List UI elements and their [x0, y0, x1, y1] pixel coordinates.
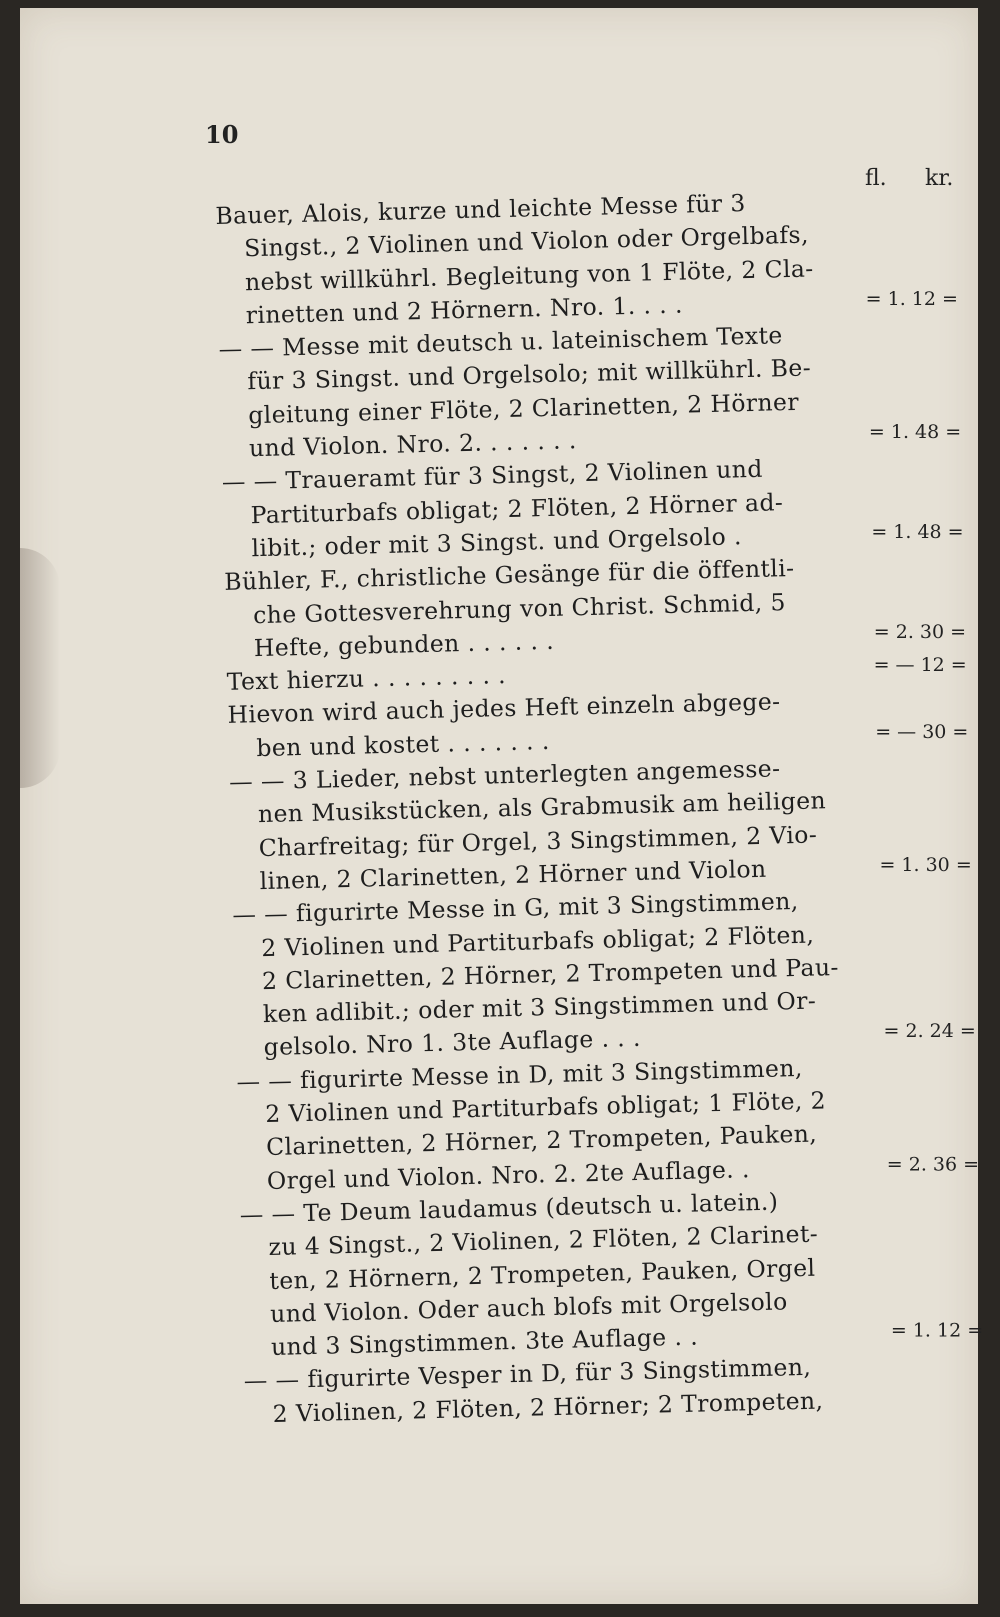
entry-text-line: — — Messe mit deutsch u. lateinischem Texte — [218, 321, 783, 364]
catalog-entry — [215, 182, 968, 333]
entry-price: = 2. 36 = — [886, 1153, 979, 1176]
entry-price: = — 30 = — [875, 720, 969, 743]
entry-text-line: — — 3 Lieder, nebst unterlegten angemesse- — [228, 754, 781, 796]
book-page — [20, 8, 983, 1604]
entry-text-line: — — figurirte Messe in D, mit 3 Singstimmen, — [236, 1053, 804, 1096]
entry-text-line: Hievon wird auch jedes Heft einzeln abgege- — [227, 687, 781, 730]
entry-text-line: 2 Violinen und Partiturbafs obligat; 2 Flöten, — [260, 920, 815, 962]
catalog-entry — [224, 548, 976, 666]
entry-text-line: gelsolo. Nro 1. 3te Auflage . . . — [263, 1024, 642, 1062]
entry-text-line: Singst., 2 Violinen und Violon oder Orgelbafs, — [243, 220, 810, 263]
entry-text-line: Bauer, Alois, kurze und leichte Messe für 3 — [215, 189, 747, 230]
entry-text-line: Charfreitag; für Orgel, 3 Singstimmen, 2 Vio- — [258, 820, 818, 862]
entry-text-line: rinetten und 2 Hörnern. Nro. 1. . . . — [245, 290, 684, 330]
entry-text-line: 2 Clarinetten, 2 Hörner, 2 Trompeten und Pau- — [261, 952, 840, 995]
page-edge-shadow — [20, 548, 60, 788]
column-header-kreuzer: kr. — [925, 166, 954, 191]
column-header-florin: fl. — [865, 166, 887, 191]
entry-text-line: Partiturbafs obligat; 2 Flöten, 2 Hörner ad- — [250, 487, 784, 529]
entry-text-line: libit.; oder mit 3 Singst. und Orgelsolo . — [251, 522, 743, 563]
entry-text-line: 2 Violinen und Partiturbafs obligat; 1 Flöte, 2 — [265, 1086, 827, 1129]
entry-price: = 1. 12 = — [865, 287, 958, 310]
entry-price: = 2. 30 = — [873, 620, 966, 643]
entry-price: = 1. 48 = — [868, 421, 961, 444]
entry-text-line: Clarinetten, 2 Hörner, 2 Trompeten, Pauken, — [265, 1119, 818, 1162]
entry-text-line: zu 4 Singst., 2 Violinen, 2 Flöten, 2 Clarinet- — [268, 1219, 819, 1262]
entry-text-line: — — Te Deum laudamus (deutsch u. latein.) — [239, 1187, 779, 1229]
entry-text-line: ben und kostet . . . . . . . — [256, 726, 551, 762]
entry-text-line: gleitung einer Flöte, 2 Clarinetten, 2 Hörner — [247, 387, 800, 430]
catalog-entry — [236, 1047, 989, 1198]
catalog-entry — [222, 448, 974, 566]
entry-text-line: 2 Violinen, 2 Flöten, 2 Hörner; 2 Trompeten, — [272, 1386, 824, 1428]
catalog-entry — [229, 748, 982, 899]
entry-text-line: — — Traueramt für 3 Singst, 2 Violinen und — [221, 455, 764, 497]
entry-text-line: und 3 Singstimmen. 3te Auflage . . — [270, 1322, 699, 1362]
entry-price: = 1. 48 = — [871, 520, 964, 543]
catalog-entry — [232, 881, 986, 1066]
catalog-entry — [218, 315, 971, 466]
entry-price: = 2. 24 = — [883, 1020, 976, 1043]
entry-text-line: und Violon. Oder auch blofs mit Orgelsolo — [269, 1287, 788, 1328]
entry-text-line: — — figurirte Vesper in D, für 3 Singstimmen, — [243, 1353, 812, 1396]
entry-text-line: — — figurirte Messe in G, mit 3 Singstimmen, — [232, 887, 799, 930]
entry-text-line: Orgel und Violon. Nro. 2. 2te Auflage. . — [266, 1154, 751, 1195]
entry-text-line: Text hierzu . . . . . . . . . — [226, 661, 507, 697]
entry-price: = 1. 12 = — [890, 1319, 983, 1342]
page-number: 10 — [205, 120, 239, 149]
entry-price: = — 12 = — [873, 654, 967, 677]
entry-text-line: linen, 2 Clarinetten, 2 Hörner und Violon — [259, 854, 767, 896]
entry-text-line: che Gottesverehrung von Christ. Schmid, 5 — [252, 587, 787, 629]
entry-text-line: ten, 2 Hörnern, 2 Trompeten, Pauken, Orgel — [269, 1253, 816, 1295]
catalog-entries — [215, 182, 995, 1432]
entry-text-line: Hefte, gebunden . . . . . . — [253, 626, 555, 663]
entry-text-line: für 3 Singst. und Orgelsolo; mit willkührl. Be- — [247, 353, 812, 396]
entry-text-line: nen Musikstücken, als Grabmusik am heiligen — [257, 786, 827, 829]
entry-text-line: Bühler, F., christliche Gesänge für die öffentli- — [223, 554, 795, 597]
catalog-entry — [239, 1180, 993, 1365]
entry-text-line: und Violon. Nro. 2. . . . . . . — [248, 426, 578, 463]
entry-price: = 1. 30 = — [879, 853, 972, 876]
entry-text-line: nebst willkührl. Begleitung von 1 Flöte, 2 Cla- — [244, 253, 814, 296]
entry-text-line: ken adlibit.; oder mit 3 Singstimmen und Or- — [262, 986, 817, 1029]
